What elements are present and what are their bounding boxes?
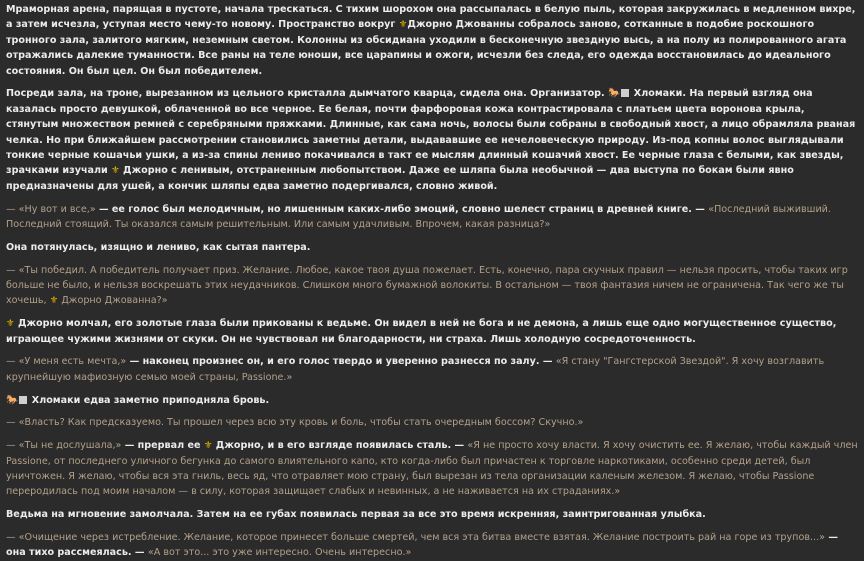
dialogue-text: — «У меня есть мечта,»: [6, 356, 127, 368]
narration-text: Джорно Джованны собралось заново, сотканные в подобие роскошного тронного зала, залитого мягким, неземным светом. Колонны из обсидиана уходили в бесконечную звездную высь, а на полу из полированного агата отражались далекие туманности. Все раны на теле юноши, все царапины и ожоги, исчезли без следа, его одежда восстановилась до идеального состояния. Он был цел. Он был победителем.: [6, 19, 847, 77]
narration-text: — прервал ее: [121, 440, 204, 452]
narration-text: Ведьма на мгновение замолчала. Затем на ее губах появилась первая за все это время искренняя, заинтригованная улыбка.: [6, 509, 706, 521]
narration-text: Она потянулась, изящно и лениво, как сытая пантера.: [6, 241, 311, 253]
horse-icon: 🐎: [6, 394, 19, 406]
dialogue-text: «А вот это... это уже интересно. Очень интересно.»: [147, 547, 412, 559]
paragraph: [6, 86, 858, 194]
paragraph: [6, 240, 858, 255]
paragraph: [6, 530, 858, 561]
dialogue-text: — «Ну вот и все,»: [6, 203, 96, 215]
dialogue-text: Джорно Джованна?»: [58, 295, 168, 307]
square-icon: [621, 89, 629, 97]
paragraph: [6, 316, 858, 347]
square-icon: [19, 396, 27, 404]
dialogue-text: «Я стану "Гангстерской Звездой". Я хочу возглавить крупнейшую мафиозную семью моей страны, Passione.»: [6, 356, 825, 383]
narration-text: Хломаки едва заметно приподняла бровь.: [28, 394, 270, 406]
fleur-de-lis-icon: ⚜: [111, 165, 120, 177]
fleur-de-lis-icon: ⚜: [6, 318, 15, 330]
horse-icon: 🐎: [608, 88, 621, 100]
paragraph: [6, 354, 858, 385]
paragraph: [6, 507, 858, 522]
narration-text: Мраморная арена, парящая в пустоте, начала трескаться. С тихим шорохом она рассыпалась в белую пыль, которая закружилась в медленном вихре, а затем исчезла, уступая место чему-то новому. Пространство вокруг: [6, 4, 856, 31]
narration-text: Джорно молчал, его золотые глаза были прикованы к ведьме. Он видел в ней не бога и не демона, а лишь еще одно могущественное существо, играющее чужими жизнями от скуки. Он не чувствовал ни благодарности, ни страха. Лишь холодную сосредоточенность.: [6, 318, 837, 345]
dialogue-text: «Я не просто хочу власти. Я хочу очистить ее. Я желаю, чтобы каждый член Passione, от последнего уличного бегунка до самого влиятельного капо, кто когда-либо был причастен к торговле наркотиками, особенно среди детей, был уничтожен. Я желаю, чтобы вся эта гниль, весь яд, что отравляет мою страну, был вырезан из тела организации каленым железом. Я желаю, чтобы Passione переродилась под моим началом — в силу, которая защищает слабых и невинных, а не наживается на их страданиях.»: [6, 440, 858, 498]
paragraph: [6, 202, 858, 233]
dialogue-text: «Последний выживший. Последний стоящий. Ты оказался самым решительным. Или самым удачливым. Впрочем, какая разница?»: [6, 203, 831, 231]
fleur-de-lis-icon: ⚜: [203, 440, 213, 452]
paragraph: [6, 393, 858, 408]
dialogue-text: — «Ты победил. А победитель получает приз. Желание. Любое, какое твоя душа пожелает. Есть, конечно, пара скучных правил — нельзя просить, чтобы таких игр больше не было, и нельзя воскрешать этих неудачников. Слишком много бумажной волокиты. В остальном — твоя фантазия ничем не ограничена. Так чего же ты хочешь,: [6, 264, 848, 307]
dialogue-text: — «Очищение через истребление. Желание, которое принесет больше смертей, чем вся эта битва вместе взятая. Желание построить рай на горе из трупов...»: [6, 532, 825, 544]
fleur-de-lis-icon: ⚜: [398, 19, 408, 31]
dialogue-text: — «Ты не дослушала,»: [6, 440, 122, 452]
paragraph: [6, 438, 858, 500]
narration-text: Посреди зала, на троне, вырезанном из цельного кристалла дымчатого кварца, сидела она. Организатор.: [6, 88, 609, 100]
narration-text: Джорно, и в его взгляде появилась сталь. —: [212, 440, 468, 452]
dialogue-text: — «Власть? Как предсказуемо. Ты прошел через всю эту кровь и боль, чтобы стать очередным боссом? Скучно.»: [6, 417, 584, 429]
paragraph: [6, 263, 858, 309]
narration-text: Джорно с ленивым, отстраненным любопытством. Даже ее шляпа была необычной — два выступа по бокам были явно предназначены для ушей, а кончик шляпы едва заметно подергивался, словно живой.: [6, 165, 794, 192]
narration-text: — наконец произнес он, и его голос твердо и уверенно разнесся по залу. —: [126, 356, 556, 368]
paragraph: [6, 2, 858, 79]
narration-text: — она тихо рассмеялась. —: [6, 532, 838, 559]
narration-text: Хломаки. На первый взгляд она казалась просто девушкой, облаченной во все черное. Ее белая, почти фарфоровая кожа контрастировала с платьем цвета воронова крыла, стянутым множеством ремней с серебряными пряжками. Длинные, как сама ночь, волосы были собраны в свободный хвост, а лицо обрамляла рваная челка. Но при ближайшем рассмотрении становились заметны детали, выдававшие ее нечеловеческую природу. Из-под копны волос выглядывали тонкие черные кошачьи ушки, а из-за спины лениво покачивался в такт ее мыслям длинный кошачий хвост. Ее черные глаза с белыми, как звезды, зрачками изучали: [6, 88, 856, 177]
fleur-de-lis-icon: ⚜: [49, 295, 59, 307]
narration-text: — ее голос был мелодичным, но лишенным каких-либо эмоций, словно шелест страниц в древней книге. —: [95, 203, 709, 215]
paragraph: [6, 415, 858, 430]
